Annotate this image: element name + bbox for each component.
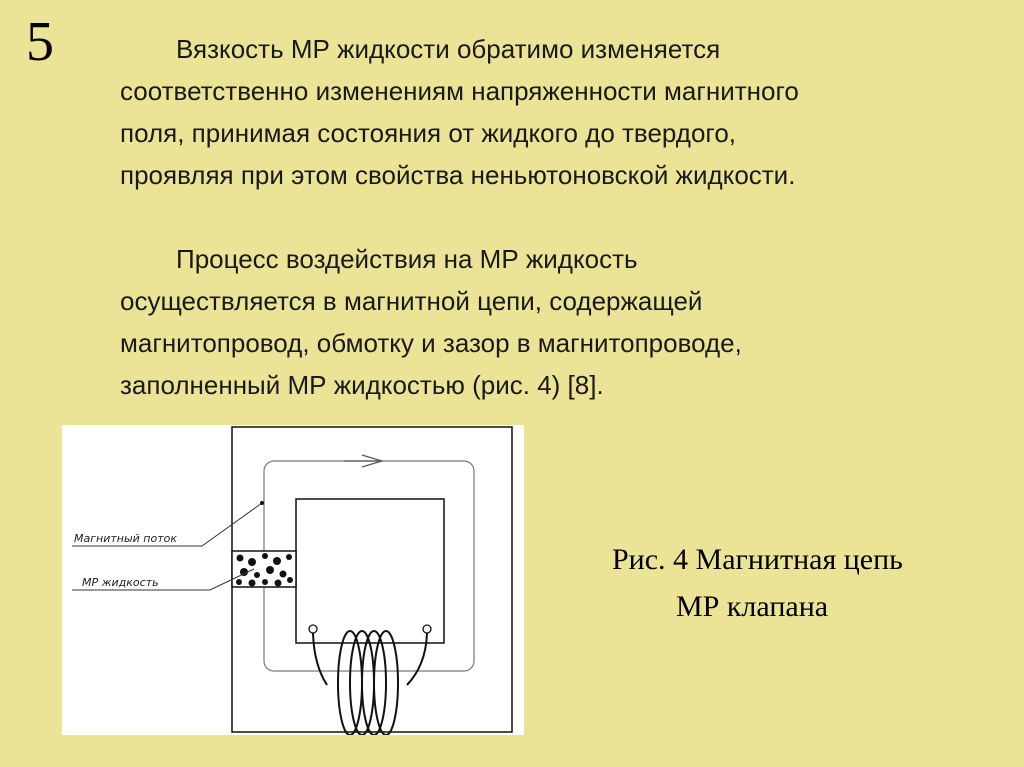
- text-line: Процесс воздействия на МР жидкость: [176, 244, 638, 274]
- label-magnetic-flux: Магнитный поток: [74, 532, 177, 545]
- slide-number: 5: [26, 11, 54, 73]
- coil-winding: [313, 631, 427, 735]
- coil-terminal-left: [309, 625, 317, 633]
- paragraph-viscosity: [120, 28, 799, 196]
- text-line: заполненный МР жидкостью (рис. 4) [8].: [120, 370, 604, 400]
- text-line: Вязкость МР жидкости обратимо изменяется: [176, 34, 721, 64]
- figure-caption-line2: МР клапана: [676, 590, 829, 623]
- text-line: проявляя при этом свойства неньютоновской жидкости.: [120, 160, 796, 190]
- label-mr-fluid: МР жидкость: [82, 576, 159, 589]
- text-line: осуществляется в магнитной цепи, содержащей: [120, 286, 703, 316]
- coil-terminal-right: [423, 625, 431, 633]
- paragraph-process: [120, 238, 742, 406]
- magnetic-circuit-figure: [62, 425, 524, 735]
- figure-caption-line1: Рис. 4 Магнитная цепь: [612, 543, 903, 576]
- core-window: [296, 499, 444, 643]
- text-line: поля, принимая состояния от жидкого до твердого,: [120, 118, 737, 148]
- text-line: магнитопровод, обмотку и зазор в магнитопроводе,: [120, 328, 742, 358]
- text-line: соответственно изменениям напряженности магнитного: [120, 76, 799, 106]
